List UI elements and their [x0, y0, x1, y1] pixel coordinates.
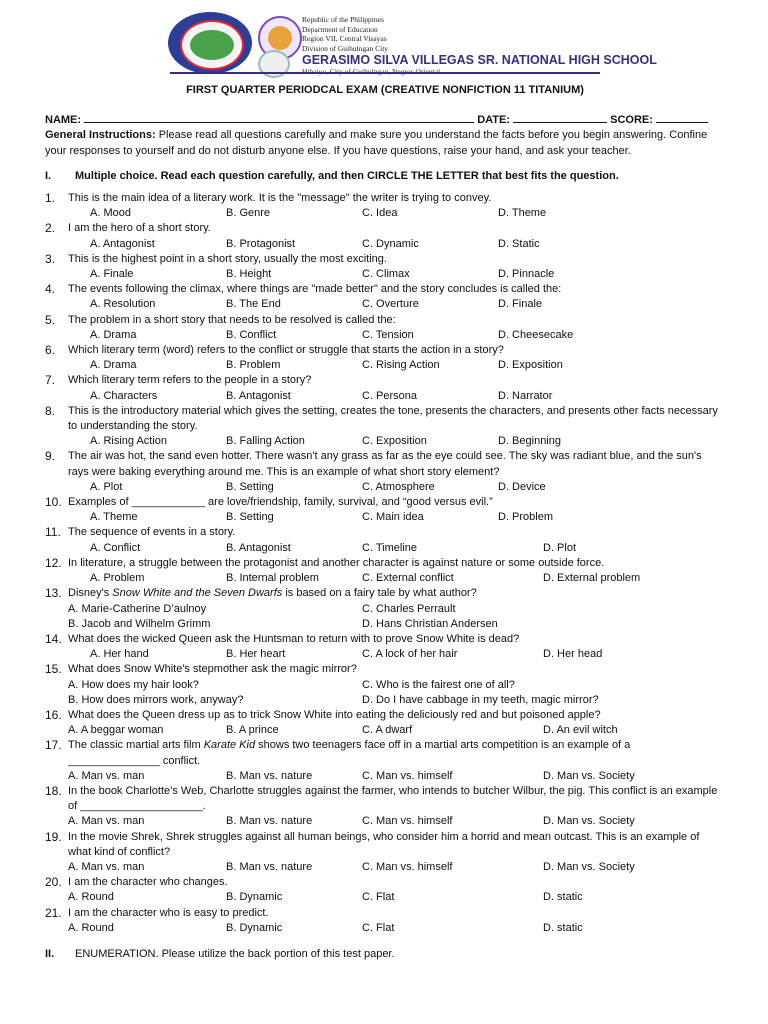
choice[interactable]: A. Theme: [90, 511, 138, 524]
answer-choices: [45, 328, 725, 343]
choice[interactable]: B. How does mirrors work, anyway?: [68, 693, 244, 706]
choice[interactable]: A. Conflict: [90, 541, 141, 554]
school-seal-logo: [168, 12, 252, 74]
choice[interactable]: D. Static: [498, 237, 540, 250]
exam-body: [45, 83, 725, 962]
question: [45, 586, 725, 601]
choice[interactable]: A. Antagonist: [90, 237, 155, 250]
question: [45, 875, 725, 890]
choice[interactable]: C. Charles Perrault: [362, 602, 456, 615]
choice[interactable]: D. Device: [498, 480, 546, 493]
choice[interactable]: D. static: [543, 891, 583, 904]
question-text: [68, 738, 725, 768]
choice[interactable]: C. Man vs. himself: [362, 769, 453, 782]
question-number: 1.: [45, 191, 56, 206]
question-text: Which literary term refers to the people in a story?: [68, 374, 312, 387]
answer-choices: [45, 510, 725, 525]
question-number: 12.: [45, 555, 62, 570]
answer-choices: [45, 617, 725, 632]
header-line: Region VII, Central Visayas: [302, 34, 387, 43]
score-label: SCORE:: [610, 114, 653, 127]
choice[interactable]: A. Drama: [90, 359, 137, 372]
choice[interactable]: D. Beginning: [498, 435, 561, 448]
answer-choices: [45, 480, 725, 495]
choice[interactable]: B. Man vs. nature: [226, 860, 313, 873]
question-text: I am the character who changes.: [68, 876, 228, 889]
choice[interactable]: A. A beggar woman: [68, 724, 164, 737]
student-info-line: [45, 112, 725, 128]
answer-choices: [45, 237, 725, 252]
choice[interactable]: A. Mood: [90, 207, 131, 220]
question-text: The sequence of events in a story.: [68, 526, 236, 539]
answer-choices: [45, 678, 725, 693]
answer-choices: [45, 769, 725, 784]
question-number: 6.: [45, 343, 56, 358]
choice[interactable]: B. Dynamic: [226, 891, 283, 904]
choice[interactable]: D. Finale: [498, 298, 543, 311]
question: [45, 191, 725, 206]
choice[interactable]: C. Timeline: [362, 541, 418, 554]
choice[interactable]: D. Do I have cabbage in my teeth, magic mirror?: [362, 693, 599, 706]
choice[interactable]: D. Man vs. Society: [543, 769, 635, 782]
question-text: I am the character who is easy to predict.: [68, 906, 269, 919]
choice[interactable]: B. Antagonist: [226, 389, 291, 402]
question-number: 15.: [45, 662, 62, 677]
question: [45, 282, 725, 297]
answer-choices: [45, 541, 725, 556]
letterhead-text: [302, 15, 657, 77]
question-text: This is the main idea of a literary work. It is the "message" the writer is trying to convey.: [68, 192, 492, 205]
choice[interactable]: B. The End: [226, 298, 281, 311]
choice[interactable]: A. Man vs. man: [68, 860, 145, 873]
section-heading: [45, 169, 725, 184]
choice[interactable]: D. Problem: [498, 511, 554, 524]
question-number: 21.: [45, 905, 62, 920]
choice[interactable]: A. Drama: [90, 328, 137, 341]
answer-choices: [45, 267, 725, 282]
choice[interactable]: A. How does my hair look?: [68, 678, 199, 691]
choice[interactable]: C. Overture: [362, 298, 419, 311]
question: [45, 662, 725, 677]
choice[interactable]: C. Flat: [362, 891, 395, 904]
section-instructions: ENUMERATION. Please utilize the back portion of this test paper.: [75, 947, 395, 960]
choice[interactable]: C. Idea: [362, 207, 398, 220]
choice[interactable]: A. Man vs. man: [68, 815, 145, 828]
date-label: DATE:: [477, 114, 510, 127]
choice[interactable]: D. Man vs. Society: [543, 815, 635, 828]
instructions-text: Please read all questions carefully and make sure you understand the facts before you begin answering. Confine your responses to yourself and do not disturb anyone else. If you have questions, raise your hand, and ask your teacher.: [45, 129, 708, 157]
choice[interactable]: B. Antagonist: [226, 541, 291, 554]
choice[interactable]: C. A dwarf: [362, 724, 413, 737]
answer-choices: [45, 206, 725, 221]
choice[interactable]: A. Marie-Catherine D’aulnoy: [68, 602, 207, 615]
choice[interactable]: C. Rising Action: [362, 359, 440, 372]
question-number: 7.: [45, 373, 56, 388]
choice[interactable]: D. Man vs. Society: [543, 860, 635, 873]
question: [45, 525, 725, 540]
question-text: The events following the climax, where things are "made better" and the story concludes is called the:: [68, 283, 562, 296]
question: [45, 373, 725, 388]
question: [45, 784, 725, 814]
choice[interactable]: B. Setting: [226, 480, 274, 493]
choice[interactable]: C. Atmosphere: [362, 480, 435, 493]
answer-choices: [45, 602, 725, 617]
choice[interactable]: C. Dynamic: [362, 237, 419, 250]
answer-choices: [45, 723, 725, 738]
question-number: 10.: [45, 495, 62, 510]
answer-choices: [45, 297, 725, 312]
choice[interactable]: D. Pinnacle: [498, 268, 555, 281]
choice[interactable]: D. Theme: [498, 207, 547, 220]
question-text: What does the wicked Queen ask the Huntsman to return with to prove Snow White is dead?: [68, 632, 520, 645]
choice[interactable]: D. Cheesecake: [498, 328, 574, 341]
question-text: Examples of ____________ are love/friendship, family, survival, and “good versus evil.”: [68, 496, 493, 509]
question: [45, 221, 725, 236]
choice[interactable]: B. Conflict: [226, 328, 277, 341]
choice[interactable]: A. Rising Action: [90, 435, 168, 448]
question-number: 19.: [45, 829, 62, 844]
name-label: NAME:: [45, 114, 82, 127]
header-line: Republic of the Philippines: [302, 15, 384, 24]
question-title-italic: Karate Kid: [203, 739, 256, 752]
choice[interactable]: B. Man vs. nature: [226, 815, 313, 828]
question-title-italic: Snow White and the Seven Dwarfs: [112, 587, 283, 600]
answer-choices: [45, 921, 725, 936]
question-text: What does Snow White's stepmother ask the magic mirror?: [68, 663, 357, 676]
answer-choices: [45, 890, 725, 905]
question-number: 17.: [45, 738, 62, 753]
question: [45, 708, 725, 723]
choice[interactable]: C. Climax: [362, 268, 410, 281]
score-field[interactable]: [656, 112, 708, 123]
choice[interactable]: C. Main idea: [362, 511, 424, 524]
choice[interactable]: D. Plot: [543, 541, 577, 554]
choice[interactable]: C. Flat: [362, 921, 395, 934]
question-text: In the movie Shrek, Shrek struggles against all human beings, who consider him a horrid and mean outcast. This is an example of what kind of conflict?: [68, 830, 700, 858]
date-field[interactable]: [513, 112, 607, 123]
question-number: 20.: [45, 875, 62, 890]
answer-choices: [45, 693, 725, 708]
question-number: 11.: [45, 525, 61, 540]
question: [45, 449, 725, 479]
question-text-part: The classic martial arts film: [68, 739, 204, 752]
question-text-part: shows two teenagers face off in a martial arts competition is an example of a _______________ conflict.: [68, 739, 631, 767]
general-instructions: [45, 128, 725, 158]
name-field[interactable]: [84, 112, 474, 123]
question-list: [45, 191, 725, 936]
school-name: GERASIMO SILVA VILLEGAS SR. NATIONAL HIGH SCHOOL: [302, 53, 657, 67]
choice[interactable]: A. Round: [68, 921, 114, 934]
question-number: 18.: [45, 783, 62, 798]
choice[interactable]: C. Exposition: [362, 435, 427, 448]
question-text: This is the highest point in a short story, usually the most exciting.: [68, 252, 387, 265]
choice[interactable]: A. Resolution: [90, 298, 156, 311]
question: [45, 830, 725, 860]
choice[interactable]: B. Setting: [226, 511, 274, 524]
choice[interactable]: D. An evil witch: [543, 724, 618, 737]
question-text: The problem in a short story that needs to be resolved is called the:: [68, 313, 396, 326]
header-divider: [170, 72, 600, 74]
header-line: Department of Education: [302, 24, 378, 34]
choice[interactable]: D. static: [543, 921, 583, 934]
question: [45, 404, 725, 434]
question-number: 5.: [45, 312, 56, 327]
choice[interactable]: A. Problem: [90, 572, 145, 585]
question-text: This is the introductory material which gives the setting, creates the tone, presents the characters, and presents other facts necessary to understanding the story.: [68, 404, 718, 433]
exam-title: FIRST QUARTER PERIODCAL EXAM (CREATIVE NONFICTION 11 TITANIUM): [186, 84, 584, 96]
question-text: What does the Queen dress up as to trick Snow White into eating the deliciously red and but poisoned apple?: [68, 708, 601, 721]
question: [45, 252, 725, 267]
answer-choices: [45, 860, 725, 875]
section-number: I.: [45, 169, 52, 182]
section-heading: [45, 947, 725, 962]
instructions-label: General Instructions:: [45, 129, 156, 142]
choice[interactable]: B. Problem: [226, 359, 281, 372]
choice[interactable]: D. Hans Christian Andersen: [362, 617, 498, 630]
choice[interactable]: A. Man vs. man: [68, 769, 145, 782]
choice[interactable]: B. Internal problem: [226, 572, 319, 585]
question-number: 13.: [45, 586, 62, 601]
choice[interactable]: A. Finale: [90, 268, 134, 281]
section-instructions: Multiple choice. Read each question carefully, and then CIRCLE THE LETTER that best fits the question.: [75, 169, 619, 182]
question: [45, 906, 725, 921]
choice[interactable]: D. Exposition: [498, 359, 563, 372]
question-text: In the book Charlotte’s Web, Charlotte struggles against the farmer, who intends to butcher Wilbur, the pig. This conflict is an example of ____________________.: [68, 784, 718, 813]
answer-choices: [45, 814, 725, 829]
question-number: 9.: [45, 449, 56, 464]
choice[interactable]: C. A lock of her hair: [362, 648, 458, 661]
choice[interactable]: A. Her hand: [90, 648, 149, 661]
question: [45, 556, 725, 571]
answer-choices: [45, 647, 725, 662]
choice[interactable]: B. Dynamic: [226, 921, 283, 934]
answer-choices: [45, 358, 725, 373]
choice[interactable]: C. External conflict: [362, 572, 454, 585]
question: [45, 632, 725, 647]
choice[interactable]: A. Plot: [90, 480, 123, 493]
choice[interactable]: C. Man vs. himself: [362, 860, 453, 873]
choice[interactable]: B. A prince: [226, 724, 279, 737]
letterhead: [0, 0, 768, 80]
choice[interactable]: A. Characters: [90, 389, 158, 402]
choice[interactable]: A. Round: [68, 891, 114, 904]
question-number: 4.: [45, 282, 56, 297]
choice[interactable]: B. Man vs. nature: [226, 769, 313, 782]
choice[interactable]: D. Her head: [543, 648, 603, 661]
choice[interactable]: C. Man vs. himself: [362, 815, 453, 828]
question-text: Which literary term (word) refers to the conflict or struggle that starts the action in a story?: [68, 344, 504, 357]
choice[interactable]: D. Narrator: [498, 389, 553, 402]
question-number: 14.: [45, 631, 62, 646]
question: [45, 313, 725, 328]
question-number: 2.: [45, 221, 56, 236]
choice[interactable]: B. Falling Action: [226, 435, 305, 448]
header-line: Division of Guihulngan City: [302, 43, 389, 53]
answer-choices: [45, 434, 725, 449]
choice[interactable]: B. Her heart: [226, 648, 286, 661]
answer-choices: [45, 571, 725, 586]
choice[interactable]: B. Jacob and Wilhelm Grimm: [68, 617, 211, 630]
answer-choices: [45, 389, 725, 404]
question-number: 3.: [45, 251, 56, 266]
question-text-part: Disney's: [68, 587, 113, 600]
question-text: In literature, a struggle between the protagonist and another character is against nature or some outside force.: [68, 556, 605, 569]
question-number: 16.: [45, 707, 62, 722]
question: [45, 495, 725, 510]
choice[interactable]: B. Protagonist: [226, 237, 296, 250]
question-number: 8.: [45, 403, 56, 418]
question-text: [68, 586, 725, 601]
question: [45, 343, 725, 358]
choice[interactable]: B. Height: [226, 268, 272, 281]
question-text-part: is based on a fairy tale by what author?: [282, 587, 477, 600]
choice[interactable]: D. External problem: [543, 572, 641, 585]
section-number: II.: [45, 947, 55, 960]
choice[interactable]: B. Genre: [226, 207, 271, 220]
choice[interactable]: C. Tension: [362, 328, 414, 341]
question-text: The air was hot, the sand even hotter. There wasn't any grass as far as the eye could see. The sky was radiant blue, and the sun's rays were baking everything around me. This is an example of what short story element?: [68, 450, 702, 478]
choice[interactable]: C. Who is the fairest one of all?: [362, 678, 515, 691]
choice[interactable]: C. Persona: [362, 389, 418, 402]
question-text: I am the hero of a short story.: [68, 222, 211, 235]
question: [45, 738, 725, 768]
